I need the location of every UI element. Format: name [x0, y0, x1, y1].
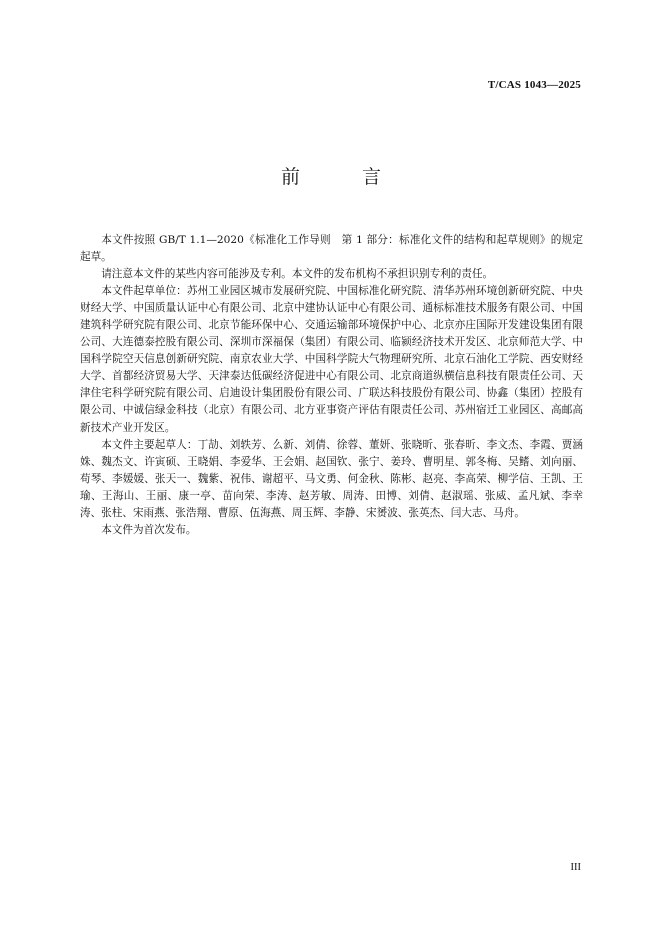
paragraph-first-release: 本文件为首次发布。	[101, 523, 197, 536]
paragraph-patent-notice: 请注意本文件的某些内容可能涉及专利。本文件的发布机构不承担识别专利的责任。	[101, 268, 494, 281]
page-title: 前 言	[280, 166, 410, 188]
paragraph-drafting-organizations: 本文件起草单位：苏州工业园区城市发展研究院、中国标准化研究院、清华苏州环境创新研究院、中央财经大学、中国质量认证中心有限公司、北京中建协认证中心有限公司、通标标准技术服务有限公司、中国建筑科学研究院有限公司、北京节能环保中心、交通运输部环境保护中心、北京亦庄国际开发建设集团有限公司、大连德泰控股有限公司、深圳市深福保（集团）有限公司、临颍经济技术开发区、北京师范大学、中国科学院空天信息创新研究院、南京农业大学、中国科学院大气物理研究所、北京石油化工学院、西安财经大学、首都经济贸易大学、天津泰达低碳经济促进中心有限公司、北京商道纵横信息科技有限责任公司、天津住宅科学研究院有限公司、启迪设计集团股份有限公司、广联达科技股份有限公司、协鑫（集团）控股有限公司、中诚信绿金科技（北京）有限公司、北方亚事资产评估有限责任公司、苏州宿迁工业园区、高邮高新技术产业开发区。	[80, 285, 583, 434]
standard-code: T/CAS 1043—2025	[487, 79, 581, 91]
paragraph-drafters: 本文件主要起草人：丁劼、刘轶芳、么新、刘倩、徐蓉、董妍、张晓昕、张春昕、李文杰、李霞、贾涵姝、魏杰文、许寅硕、王晓娟、李爱华、王会娟、赵国钦、张宁、姜玲、曹明星、郭冬梅、吴鳍、刘向丽、苟琴、李媛媛、张天一、魏紫、祝伟、谢超平、马文勇、何金秋、陈彬、赵亮、李高荣、柳学信、王凯、王瑜、王海山、王丽、康一亭、苗向荣、李涛、赵芳敏、周涛、田博、刘倩、赵淑瑶、张威、孟凡斌、李幸涛、张柱、宋雨燕、张浩翔、曹原、伍海燕、周玉辉、李静、宋赟波、张英杰、闫大志、马舟。	[80, 438, 583, 519]
preface-body	[80, 232, 583, 539]
paragraph-drafting-rules: 本文件按照 GB/T 1.1—2020《标准化工作导则 第 1 部分：标准化文件的结构和起草规则》的规定起草。	[80, 234, 583, 264]
page-number: III	[570, 862, 581, 873]
